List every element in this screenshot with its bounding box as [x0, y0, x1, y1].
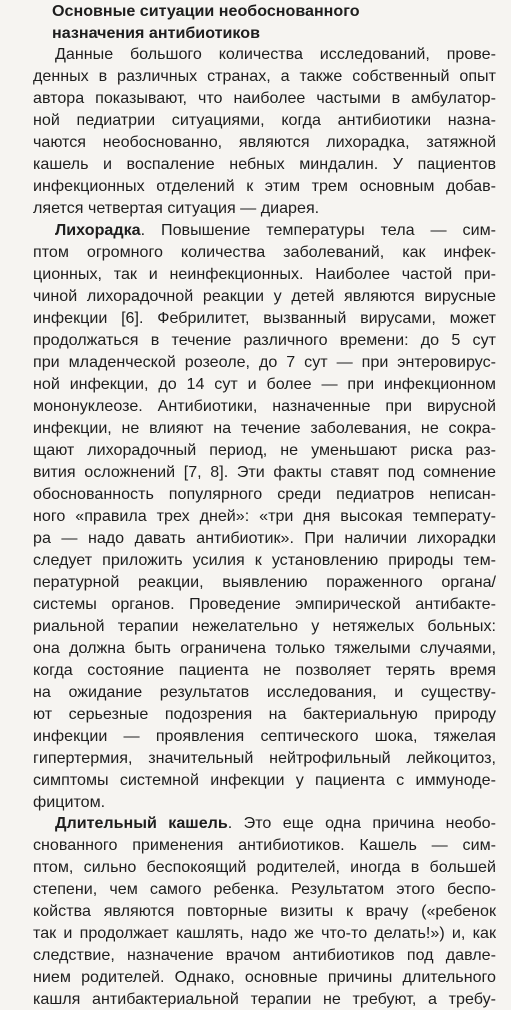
paragraph-line: денных в различных странах, а также собственный опыт [33, 67, 496, 85]
paragraph-line: чаются необоснованно, являются лихорадка, затяжной [33, 133, 496, 151]
section-heading-line-2: назначения антибиотиков [52, 24, 260, 42]
cough-first-line-rest: . Это еще одна причина необо- [227, 814, 496, 832]
paragraph-line: кашель и воспаление небных миндалин. У пациентов [33, 155, 496, 173]
paragraph-line: ной инфекции, до 14 сут и более — при инфекционном [33, 375, 496, 393]
paragraph-line: пературной реакции, выявлению пораженного органа/ [33, 573, 496, 591]
paragraph-line: при младенческой розеоле, до 7 сут — при энтеровирус- [33, 353, 496, 371]
paragraph-line: Данные большого количества исследований, прове- [55, 45, 496, 63]
paragraph-line: койства являются повторные визиты к врачу («ребенок [33, 902, 496, 920]
paragraph-line: инфекции, не влияют на течение заболевания, не сокра- [33, 419, 496, 437]
paragraph-line: ционных, так и неинфекционных. Наиболее частой при- [33, 265, 496, 283]
paragraph-line [55, 219, 496, 241]
paragraph-line: снованного применения антибиотиков. Кашель — сим- [33, 836, 496, 854]
paragraph-line: автора показывают, что наиболее частыми в амбулатор- [33, 89, 496, 107]
paragraph-line: гипертермия, значительный нейтрофильный лейкоцитоз, [33, 749, 496, 767]
paragraph-line: ного «правила трех дней»: «три дня высокая температу- [33, 507, 496, 525]
paragraph-line: щают лихорадочный период, не уменьшают риска раз- [33, 441, 496, 459]
paragraph-line: птом, сильно беспокоящий родителей, иногда в большей [33, 858, 496, 876]
paragraph-line: когда состояние пациента не позволяет терять время [33, 661, 496, 679]
paragraph-line: следует приложить усилия к установлению природы тем- [33, 551, 496, 569]
paragraph-line: мононуклеозе. Антибиотики, назначенные при вирусной [33, 397, 496, 415]
paragraph-line: ра — надо давать антибиотик». При наличии лихорадки [33, 529, 496, 547]
paragraph-line: ной педиатрии ситуациями, когда антибиотики назна- [33, 111, 496, 129]
paragraph-line: степени, чем самого ребенка. Результатом этого беспо- [33, 880, 496, 898]
paragraph-line: инфекционных отделений к этим трем основным добав- [33, 177, 496, 195]
paragraph-line: на ожидание результатов исследования, и существу- [33, 683, 496, 701]
paragraph-line: риальной терапии нежелательно у нетяжелых больных: [33, 617, 496, 635]
paragraph-line: кашля антибактериальной терапии не требуют, а требу- [33, 990, 496, 1008]
section-heading-line-1: Основные ситуации необоснованного [52, 2, 360, 20]
paragraph-line: птом огромного количества заболеваний, как инфек- [33, 243, 496, 261]
paragraph-line: так и продолжает кашлять, надо же что-то делать!») и, как [33, 924, 496, 942]
paragraph-line: ляется четвертая ситуация — диарея. [33, 199, 320, 217]
fever-first-line-rest: . Повышение температуры тела — сим- [140, 221, 496, 239]
paragraph-line [55, 812, 496, 834]
paragraph-line: ют серьезные подозрения на бактериальную природу [33, 705, 496, 723]
paragraph-line: системы органов. Проведение эмпирической антибакте- [33, 595, 496, 613]
paragraph-line: фицитом. [33, 793, 106, 811]
paragraph-line: вития осложнений [7, 8]. Эти факты ставят под сомнение [33, 463, 496, 481]
paragraph-line: нием родителей. Однако, основные причины длительного [33, 968, 496, 986]
fever-term: Лихорадка [55, 221, 141, 239]
paragraph-line: она должна быть ограничена только тяжелыми случаями, [33, 639, 496, 657]
cough-term: Длительный кашель [55, 814, 228, 832]
paragraph-line: следствие, назначение врачом антибиотиков под давле- [33, 946, 496, 964]
paragraph-line: симптомы системной инфекции у пациента с иммуноде- [33, 771, 496, 789]
paragraph-line: инфекции [6]. Фебрилитет, вызванный вирусами, может [33, 309, 496, 327]
paragraph-line: инфекции — проявления септического шока, тяжелая [33, 727, 496, 745]
paragraph-line: чиной лихорадочной реакции у детей являются вирусные [33, 287, 496, 305]
paragraph-line: продолжаться в течение различного времени: до 5 сут [33, 331, 496, 349]
paragraph-line: обоснованность популярного среди педиатров неписан- [33, 485, 496, 503]
